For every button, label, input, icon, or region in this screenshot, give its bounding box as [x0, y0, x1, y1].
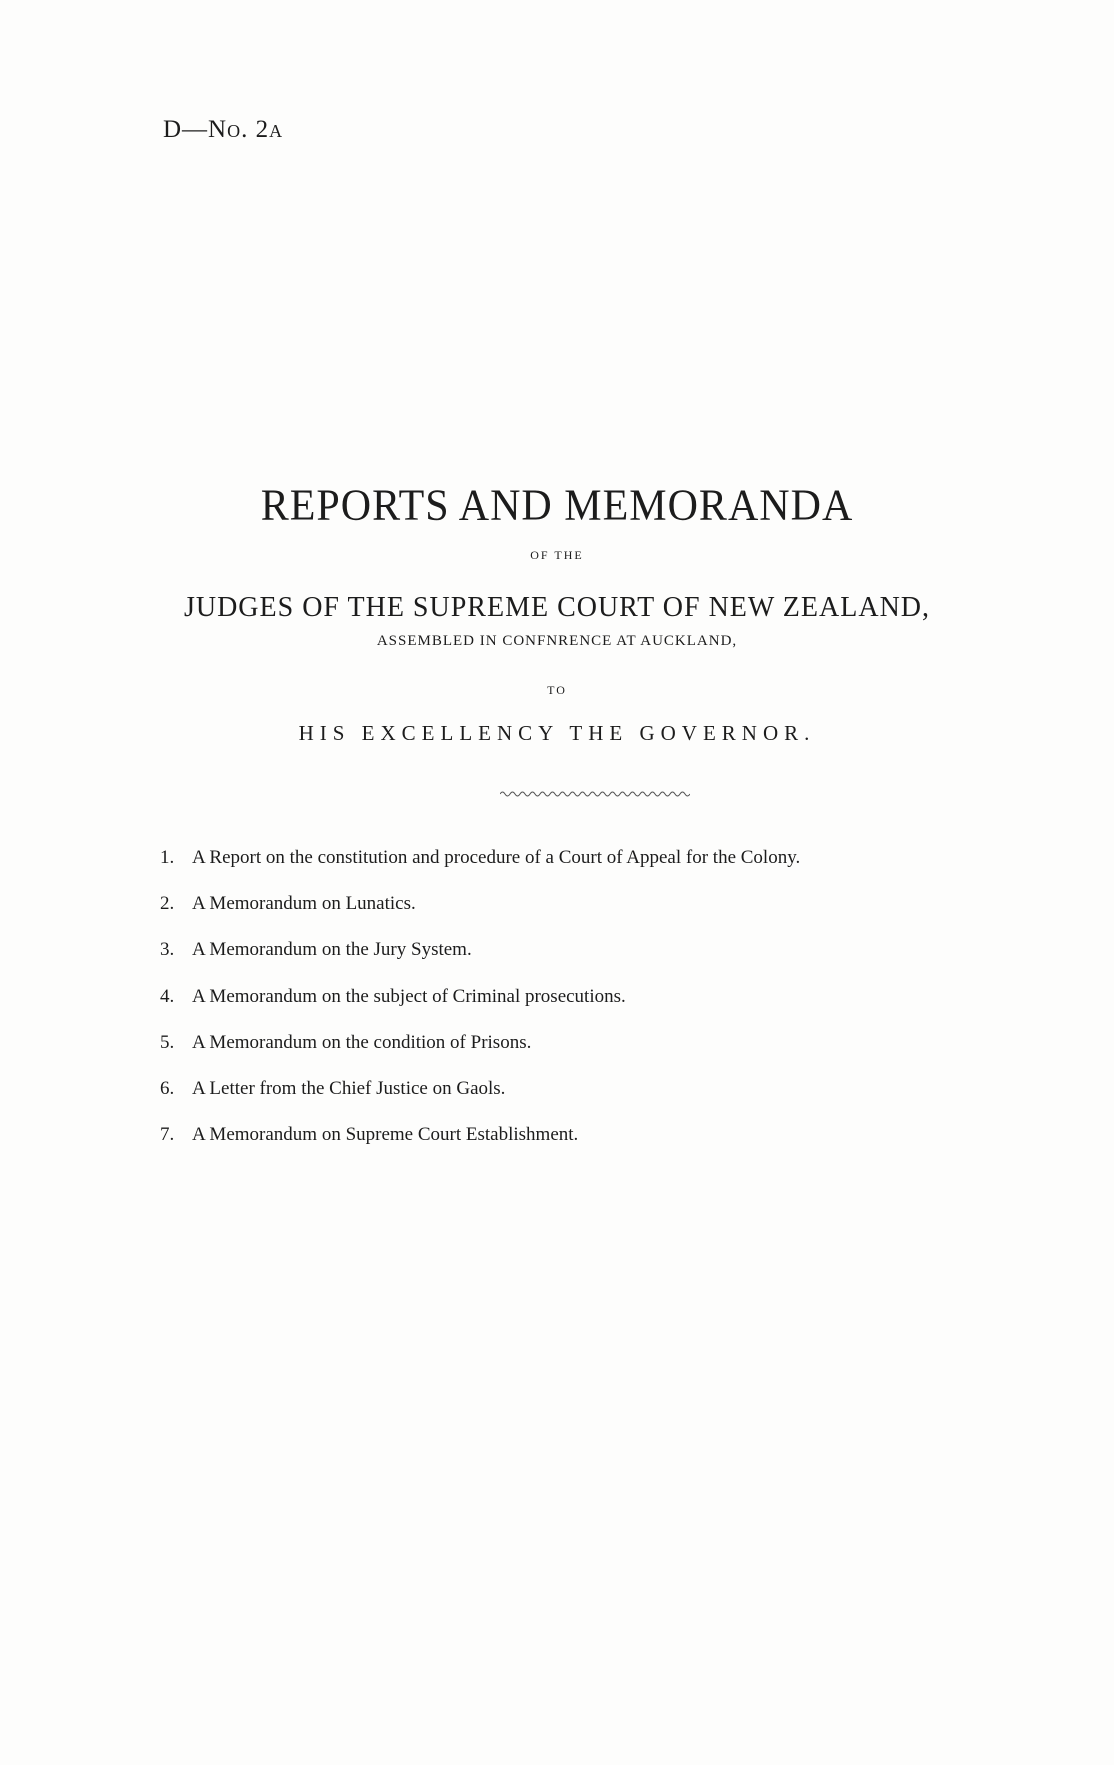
- contents-item-number: 4.: [160, 985, 175, 1007]
- contents-item-text: A Memorandum on Supreme Court Establishment.: [192, 1124, 579, 1146]
- subtitle-assembled: ASSEMBLED IN CONFNRENCE AT AUCKLAND,: [376, 633, 738, 649]
- subtitle-judges: JUDGES OF THE SUPREME COURT OF NEW ZEALAND,: [183, 592, 931, 623]
- contents-item: [160, 1125, 800, 1145]
- document-reference: D—No. 2a: [163, 116, 284, 143]
- document-title: REPORTS AND MEMORANDA: [260, 481, 854, 531]
- contents-item-number: 7.: [160, 1124, 175, 1146]
- contents-item: [160, 894, 800, 914]
- subtitle-to: TO: [547, 683, 567, 697]
- contents-item-text: A Letter from the Chief Justice on Gaols.: [192, 1077, 506, 1099]
- contents-item-number: 1.: [160, 847, 175, 868]
- contents-list: [160, 848, 800, 1171]
- subtitle-of-the: OF THE: [530, 548, 584, 562]
- contents-item-text: A Memorandum on the Jury System.: [192, 939, 472, 961]
- contents-item: [160, 987, 800, 1007]
- contents-item-text: A Memorandum on the condition of Prisons.: [192, 1031, 532, 1053]
- contents-item-text: A Report on the constitution and procedure of a Court of Appeal for the Colony.: [192, 847, 801, 868]
- contents-item: [160, 940, 800, 960]
- wavy-divider-ornament: [500, 788, 690, 800]
- contents-item: [160, 1033, 800, 1053]
- contents-item-number: 3.: [160, 939, 175, 961]
- contents-item-number: 6.: [160, 1077, 175, 1099]
- contents-item: [160, 848, 800, 868]
- subtitle-governor: HIS EXCELLENCY THE GOVERNOR.: [298, 721, 816, 745]
- contents-item-text: A Memorandum on the subject of Criminal prosecutions.: [192, 985, 626, 1007]
- contents-item-number: 5.: [160, 1031, 175, 1053]
- contents-item: [160, 1079, 800, 1099]
- contents-item-number: 2.: [160, 893, 175, 915]
- contents-item-text: A Memorandum on Lunatics.: [192, 893, 416, 915]
